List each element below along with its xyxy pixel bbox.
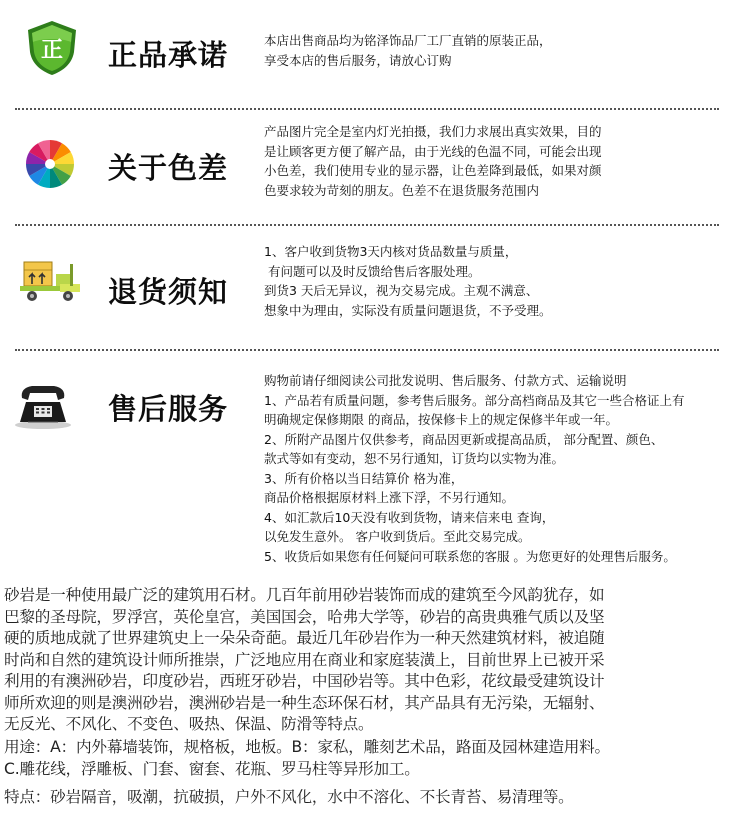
section-heading-returns: 退货须知: [108, 275, 229, 309]
section-body-returns: [264, 242, 552, 320]
paragraph-line: 师所欢迎的则是澳洲砂岩，澳洲砂岩是一种生态环保石材，其产品具有无污染，无辐射、: [4, 693, 605, 712]
section-heading-genuine: 正品承诺: [108, 38, 229, 72]
body-line: 商品价格根据原材料上涨下浮，不另行通知。: [264, 490, 515, 505]
body-line: 小色差，我们使用专业的显示器，让色差降到最低，如果对颜: [264, 163, 602, 178]
divider: [15, 108, 719, 110]
body-line: 到货3 天后无异议，视为交易完成。主观不满意、: [264, 283, 539, 298]
divider: [15, 224, 719, 226]
paragraph-line: 巴黎的圣母院，罗浮宫，英伦皇宫，美国国会，哈弗大学等，砂岩的高贵典雅气质以及坚: [4, 607, 605, 626]
body-line: 享受本店的售后服务，请放心订购: [264, 52, 452, 68]
body-line: 1、客户收到货物3天内核对货品数量与质量，: [264, 244, 518, 259]
body-line: 产品图片完全是室内灯光拍摄，我们力求展出真实效果，目的: [264, 124, 602, 139]
body-line: 2、所附产品图片仅供参考，商品因更新或提高品质， 部分配置、颜色、: [264, 431, 664, 447]
paragraph-line: 时尚和自然的建筑设计师所推崇，广泛地应用在商业和家庭装潢上，目前世界上已被开采: [4, 650, 605, 669]
section-heading-color-diff: 关于色差: [108, 151, 229, 185]
body-line: 以免发生意外。 客户收到货后。至此交易完成。: [264, 529, 531, 544]
body-line: 是让顾客更方便了解产品，由于光线的色温不同，可能会出现: [264, 143, 602, 159]
section-body-genuine: [264, 31, 552, 70]
body-line: 明确规定保修期限 的商品，按保修卡上的规定保修半年或一年。: [264, 412, 618, 427]
usage-paragraph: [4, 737, 746, 780]
delivery-truck-icon: [18, 258, 88, 306]
color-wheel-icon: [24, 138, 76, 190]
telephone-icon: [12, 380, 74, 430]
paragraph-line: 硬的质地成就了世界建筑史上一朵朵奇葩。最近几年砂岩作为一种天然建筑材料，被追随: [4, 629, 605, 647]
body-line: 款式等如有变动，恕不另行通知，订货均以实物为准。: [264, 451, 565, 466]
section-body-after-sales: [264, 371, 684, 566]
body-line: 本店出售商品均为铭泽饰品厂工厂直销的原装正品，: [264, 33, 552, 48]
body-line: 购物前请仔细阅读公司批发说明、售后服务、付款方式、运输说明: [264, 373, 627, 388]
section-body-color-diff: [264, 122, 602, 200]
body-line: 5、收货后如果您有任何疑问可联系您的客服 。为您更好的处理售后服务。: [264, 548, 676, 564]
body-line: 1、产品若有质量问题，参考售后服务。部分高档商品及其它一些合格证上有: [264, 392, 685, 408]
paragraph-line: 用途：A：内外幕墙装饰，规格板，地板。B：家私，雕刻艺术品，路面及园林建造用料。: [4, 738, 610, 756]
body-line: 色要求较为苛刻的朋友。色差不在退货服务范围内: [264, 182, 540, 198]
paragraph-line: 利用的有澳洲砂岩，印度砂岩，西班牙砂岩，中国砂岩等。其中色彩，花纹最受建筑设计: [4, 672, 605, 690]
paragraph-line: 无反光、不风化、不变色、吸热、保温、防滑等特点。: [4, 715, 374, 733]
features-paragraph: [4, 787, 746, 809]
divider: [15, 349, 719, 351]
shield-zheng-icon: [22, 18, 82, 78]
body-line: 想象中为理由，实际没有质量问题退货，不予受理。: [264, 302, 552, 318]
paragraph-line: 砂岩是一种使用最广泛的建筑用石材。几百年前用砂岩装饰而成的建筑至今风韵犹存，如: [4, 586, 605, 604]
body-line: 有问题可以及时反馈给售后客服处理。: [264, 263, 481, 279]
sandstone-intro-paragraph: [4, 585, 746, 736]
body-line: 3、所有价格以当日结算价 格为准，: [264, 470, 464, 486]
body-line: 4、如汇款后10天没有收到货物，请来信来电 查询，: [264, 509, 555, 525]
paragraph-line: 特点：砂岩隔音，吸潮，抗破损，户外不风化，水中不溶化、不长青苔、易清理等。: [4, 788, 574, 806]
paragraph-line: C.雕花线，浮雕板、门套、窗套、花瓶、罗马柱等异形加工。: [4, 759, 420, 778]
svg-text:正: 正: [40, 38, 64, 63]
section-heading-after-sales: 售后服务: [108, 392, 229, 426]
